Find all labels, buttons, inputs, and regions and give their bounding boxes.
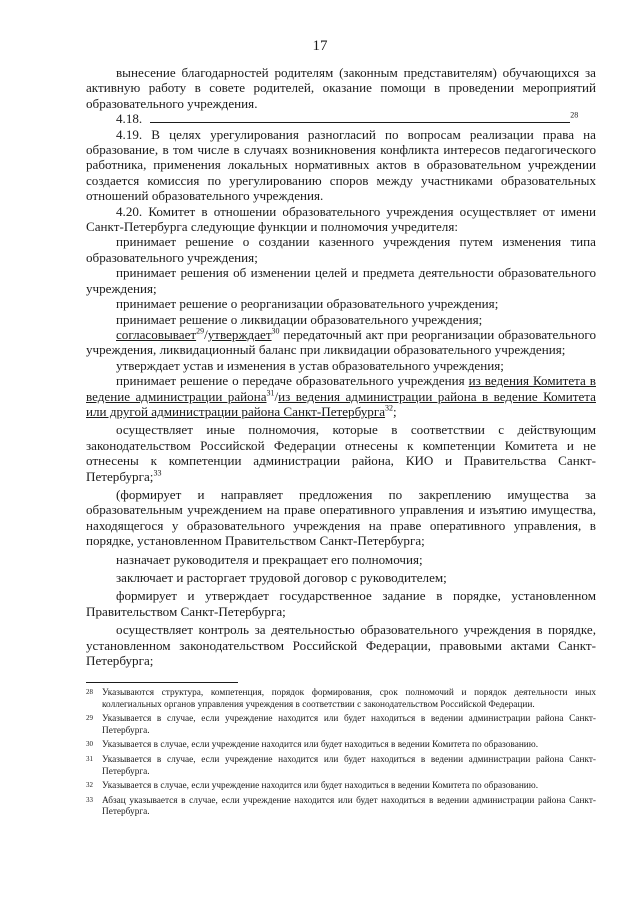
- slash: /: [204, 326, 208, 342]
- footnotes: [86, 688, 596, 822]
- footnote-number: 30: [86, 740, 93, 749]
- list-item: принимает решение о ликвидации образовательного учреждения;: [116, 311, 483, 327]
- list-item-text: осуществляет иные полномочия, которые в соответствии с действующим законодательством Российской Федерации отнесены к компетенции Комитета и не отнесены к компетенции администрации района, КИО и Правительства Санкт-Петербурга;: [86, 422, 596, 484]
- underlined-text: из ведения администрации района в ведение Комитета или другой администрации района Санкт-Петербурга: [86, 388, 596, 419]
- footnote-ref-32: 32: [385, 403, 394, 413]
- footnote: [86, 781, 596, 793]
- footnote-text: Указывается в случае, если учреждение находится или будет находиться в ведении Комитета по образованию.: [102, 740, 539, 751]
- list-item: формирует и утверждает государственное задание в порядке, установленном Правительством Санкт-Петербурга;: [86, 588, 596, 619]
- list-item: принимает решения об изменении целей и предмета деятельности образовательного учреждения;: [86, 265, 596, 296]
- footnote-text: Абзац указывается в случае, если учреждение находится или будет находиться в ведении администрации района Санкт-Петербурга.: [102, 795, 596, 818]
- footnote-number: 32: [86, 781, 93, 790]
- footnote-number: 33: [86, 795, 93, 804]
- footnote: [86, 755, 596, 778]
- clause-number: 4.18.: [116, 111, 143, 127]
- footnote-ref-33: 33: [153, 468, 162, 478]
- footnote: [86, 740, 596, 752]
- document-body: [86, 65, 596, 668]
- slash: /: [274, 388, 279, 404]
- footnote-text: Указывается в случае, если учреждение находится или будет находиться в ведении Комитета по образованию.: [102, 781, 539, 792]
- list-item: принимает решение о реорганизации образовательного учреждения;: [116, 296, 499, 312]
- paragraph-gratitude: вынесение благодарностей родителям (законным представителям) обучающихся за активную работу в совете родителей, оказание помощи в проведении мероприятий образовательного учреждения.: [86, 65, 596, 111]
- list-item: (формирует и направляет предложения по закреплению имущества за образовательным учреждением на праве оперативного управления и изъятию имущества, находящегося у образовательного учреждения на праве оперативного управления, в порядке, установленном Правительством Санкт-Петербурга;: [86, 486, 596, 549]
- underlined-text: из ведения Комитета в ведение администрации района: [86, 373, 596, 404]
- footnote-ref-29: 29: [196, 326, 205, 336]
- footnote-number: 31: [86, 754, 93, 763]
- list-item: [86, 422, 596, 484]
- paragraph-4-20: 4.20. Комитет в отношении образовательного учреждения осуществляет от имени Санкт-Петербурга следующие функции и полномочия учредителя:: [86, 203, 596, 235]
- list-item: утверждает устав и изменения в устав образовательного учреждения;: [116, 357, 504, 373]
- footnote-number: 28: [86, 688, 93, 696]
- blank-line: [150, 111, 570, 123]
- list-item: [86, 327, 596, 358]
- list-item: [86, 373, 596, 419]
- footnote: [86, 688, 596, 711]
- footnote-text: Указывается в случае, если учреждение находится или будет находиться в ведении администрации района Санкт-Петербурга.: [102, 714, 596, 736]
- list-item: принимает решение о создании казенного учреждения путем изменения типа образовательного учреждения;: [86, 234, 596, 265]
- footnote-text: Указывается в случае, если учреждение находится или будет находиться в ведении администрации района Санкт-Петербурга.: [102, 754, 596, 777]
- footnote-number: 29: [86, 714, 93, 723]
- list-item: назначает руководителя и прекращает его полномочия;: [116, 551, 423, 567]
- footnote-ref-28: 28: [570, 110, 579, 120]
- page-number: 17: [312, 38, 328, 54]
- footnote-separator: [86, 682, 238, 683]
- list-item-text: принимает решение о передаче образовательного учреждения: [116, 373, 469, 389]
- list-item: осуществляет контроль за деятельностью образовательного учреждения в порядке, установленном законодательством Российской Федерации, правовыми актами Санкт-Петербурга;: [86, 622, 596, 669]
- list-item-text: передаточный акт при реорганизации образовательного учреждения, ликвидационный баланс при ликвидации образовательного учреждения;: [86, 326, 596, 358]
- paragraph-4-19: 4.19. В целях урегулирования разногласий по вопросам реализации права на образование, в том числе в случаях возникновения конфликта интересов педагогического работника, применения локальных нормативных актов в образовательном учреждении создается комиссия по урегулированию споров между участниками образовательных отношений образовательного учреждения.: [86, 126, 596, 204]
- punctuation: ;: [393, 403, 397, 419]
- footnote-text: Указываются структура, компетенция, порядок формирования, срок полномочий и порядок деятельности иных коллегиальных органов управления учреждения в соответствии с законодательством Российской Федерации.: [102, 688, 596, 710]
- paragraph-4-18: [86, 111, 596, 126]
- footnote: [86, 796, 596, 819]
- underlined-text: утверждает: [207, 326, 272, 342]
- list-item: заключает и расторгает трудовой договор с руководителем;: [116, 570, 447, 585]
- underlined-text: согласовывает: [116, 326, 197, 342]
- footnote-ref-30: 30: [271, 326, 280, 336]
- footnote-ref-31: 31: [266, 388, 275, 398]
- footnote: [86, 714, 596, 737]
